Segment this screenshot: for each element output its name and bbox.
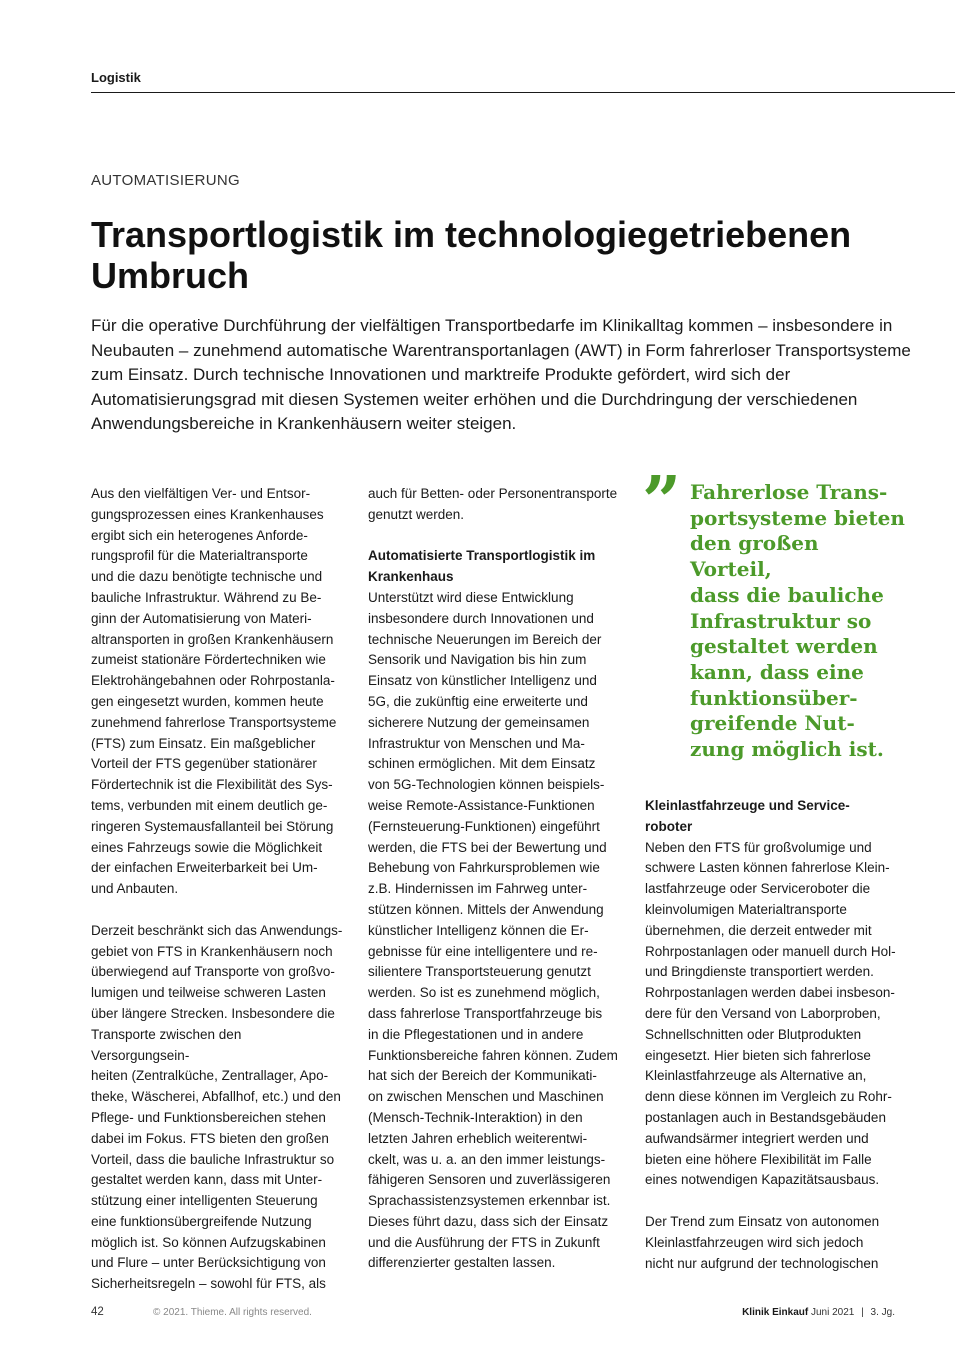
- column-2: [368, 484, 620, 1295]
- page-number: 42: [91, 1306, 104, 1318]
- col3-paragraph-1: Neben den FTS für großvolumige und schwere Lasten können fahrerlose Klein- lastfahrzeuge oder Serviceroboter die kleinvolumigen Materialtransporte übernehmen, die derzeit entweder mit Rohrpostanlagen oder manuell durch Hol- und Bringdienste transportiert werden. Rohrpostanlagen werden dabei insbeson- dere für den Versand von Laborproben, Schnellschnitten oder Blutprodukten eingesetzt. Hier bieten sich fahrerlose Kleinlastfahrzeuge als Alternative an, denn diese können im Vergleich zu Rohr- postanlagen auch in Bestandsgebäuden aufwandsärmer integriert werden und bieten eine höhere Flexibilität im Falle eines notwendigen Kapazitätsausbaus.: [645, 839, 896, 1188]
- column-1: [91, 484, 343, 1316]
- article-lead: Für die operative Durchführung der vielfältigen Transportbedarfe im Klinikalltag kommen – insbesondere in Neubauten – zunehmend automatische Warentransportanlagen (AWT) in Form fahrerloser Transportsysteme zum Einsatz. Durch technische Innovationen und marktreife Produkte gefördert, wird sich der Automatisierungsgrad mit diesen Systemen weiter erhöhen und die Durchdringung der verschiedenen Anwendungsbereiche in Krankenhäusern weiter steigen.: [91, 316, 911, 433]
- column-3: [645, 796, 900, 1295]
- col3-paragraph-2: Der Trend zum Einsatz von autonomen Kleinlastfahrzeugen wird sich jedoch nicht nur aufgrund der technologischen: [645, 1213, 880, 1271]
- col3-heading: Kleinlastfahrzeuge und Service- roboter: [645, 798, 850, 834]
- col2-paragraph-2: Unterstützt wird diese Entwicklung insbesondere durch Innovationen und technische Neuerungen im Bereich der Sensorik und Navigation bis hin zum Einsatz von künstlicher Intelligenz und 5G, die zukünftig eine erweiterte und sicherere Nutzung der gemeinsamen Infrastruktur von Menschen und Ma- schinen ermöglichen. Mit dem Einsatz von 5G-Technologien können beispiels- weise Remote-Assistance-Funktionen (Fernsteuerung-Funktionen) eingeführt werden, die FTS bei der Bewertung und Behebung von Fahrkursproblemen wie z.B. Hindernissen im Fahrweg unter- stützen können. Mittels der Anwendung künstlicher Intelligenz können die Er- gebnisse für eine intelligentere und re- silientere Transportsteuerung genutzt werden. So ist es zunehmend möglich, dass fahrerlose Transportfahrzeuge bis in die Pflegestationen und in andere Funktionsbereiche fahren können. Zudem hat sich der Bereich der Kommunikati- on zwischen Menschen und Maschinen (Mensch-Technik-Interaktion) in den letzten Jahren erheblich weiterentwi- ckelt, was u. a. an den immer leistungs- fähigeren Sensoren und zuverlässigeren Sprachassistenzsystemen erkennbar ist. Dieses führt dazu, dass sich der Einsatz und die Ausführung der FTS in Zukunft differenzierter gestalten lassen.: [368, 589, 618, 1271]
- publication-name: Klinik Einkauf: [742, 1307, 809, 1318]
- quote-mark-icon: ”: [642, 462, 676, 542]
- col2-paragraph-1: auch für Betten- oder Personentransporte genutzt werden.: [368, 486, 618, 522]
- copyright-notice: © 2021. Thieme. All rights reserved.: [153, 1307, 312, 1318]
- issue-date: Juni 2021: [810, 1307, 855, 1318]
- footer-separator: |: [861, 1307, 864, 1318]
- pull-quote: Fahrerlose Trans- portsysteme bieten den großen Vorteil, dass die bauliche Infrastruktur so gestaltet werden kann, dass eine funktionsüber- greifende Nut- zung möglich ist.: [690, 480, 905, 762]
- volume: 3. Jg.: [870, 1307, 895, 1318]
- col1-paragraph-1: Aus den vielfältigen Ver- und Entsor- gungsprozessen eines Krankenhauses ergibt sich ein heterogenes Anforde- rungsprofil für die Materialtransporte und die dazu benötigte technische und bauliche Infrastruktur. Während zu Be- ginn der Automatisierung von Materi- altransporten in großen Krankenhäusern zumeist stationäre Fördertechniken wie Elektrohängebahnen oder Rohrpostanla- gen eingesetzt wurden, kommen heute zunehmend fahrerlose Transportsysteme (FTS) zum Einsatz. Ein maßgeblicher Vorteil der FTS gegenüber stationärer Fördertechnik ist die Flexibilität des Sys- tems, verbunden mit einem deutlich ge- ringeren Systemausfallanteil bei Störung eines Fahrzeugs sowie die Möglichkeit der einfachen Erweiterbarkeit bei Um- und Anbauten.: [91, 486, 337, 897]
- section-label: Logistik: [91, 70, 141, 85]
- publication-info: [742, 1307, 895, 1318]
- header-rule: [91, 92, 955, 93]
- article-title: Transportlogistik im technologiegetriebenen Umbruch: [91, 214, 852, 296]
- col2-heading: Automatisierte Transportlogistik im Krankenhaus: [368, 548, 596, 585]
- col1-paragraph-2: Derzeit beschränkt sich das Anwendungs- gebiet von FTS in Krankenhäusern noch überwiegend auf Transporte von großvo- lumigen und teilweise schweren Lasten über längere Strecken. Insbesondere die Transporte zwischen den Versorgungsein- heiten (Zentralküche, Zentrallager, Apo- theke, Wäscherei, Abfallhof, etc.) und den Pflege- und Funktionsbereichen stehen dabei im Fokus. FTS bieten den großen Vorteil, dass die bauliche Infrastruktur so gestaltet werden kann, dass mit Unter- stützung einer intelligenten Steuerung eine funktionsübergreifende Nutzung möglich ist. So können Aufzugskabinen und Flure – unter Berücksichtigung von Sicherheitsregeln – sowohl für FTS, als: [91, 922, 343, 1292]
- article-kicker: AUTOMATISIERUNG: [91, 172, 240, 189]
